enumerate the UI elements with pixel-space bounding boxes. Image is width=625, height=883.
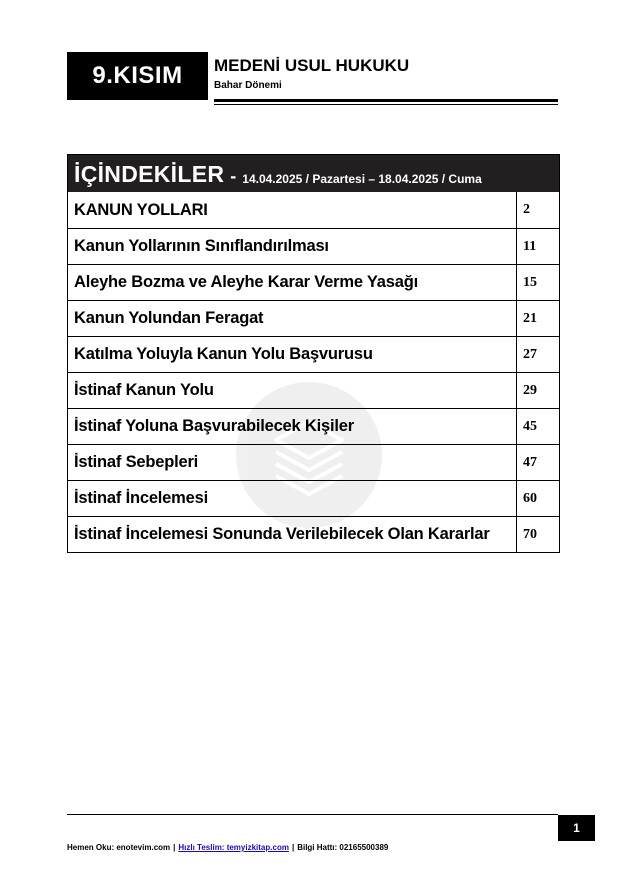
toc-heading-dash: - xyxy=(230,166,237,186)
toc-entry-title: İstinaf Yoluna Başvurabilecek Kişiler xyxy=(68,409,517,444)
toc-heading: İÇİNDEKİLER xyxy=(74,161,225,187)
toc-row[interactable] xyxy=(68,300,559,336)
toc-entry-page: 45 xyxy=(523,418,537,434)
document-subtitle: Bahar Dönemi xyxy=(214,80,282,91)
toc-entry-page: 2 xyxy=(523,202,530,217)
toc-row[interactable] xyxy=(68,408,559,444)
footer-read-text: Hemen Oku: enotevim.com xyxy=(67,843,171,852)
footer-hotline-text: Bilgi Hattı: 02165500389 xyxy=(297,843,389,852)
toc-date-range: 14.04.2025 / Pazartesi – 18.04.2025 / Cuma xyxy=(242,172,482,186)
toc-entry-title: Katılma Yoluyla Kanun Yolu Başvurusu xyxy=(68,337,517,372)
toc-entry-page: 27 xyxy=(523,346,537,362)
toc-entry-page: 47 xyxy=(523,454,537,470)
footer-separator: | xyxy=(291,843,295,852)
toc-row[interactable] xyxy=(68,192,559,228)
footer-delivery-link[interactable]: Hızlı Teslim: temyizkitap.com xyxy=(178,843,289,852)
toc-entry-page: 15 xyxy=(523,274,537,290)
header-rule-thin xyxy=(214,104,558,105)
toc-entry-page: 21 xyxy=(523,310,537,326)
toc-entry-page: 70 xyxy=(523,526,537,542)
toc-entry-title: İstinaf İncelemesi xyxy=(68,481,517,516)
toc-row[interactable] xyxy=(68,228,559,264)
section-badge: 9.KISIM xyxy=(67,52,208,100)
toc-row[interactable] xyxy=(68,480,559,516)
toc-header xyxy=(68,155,559,192)
footer-bar xyxy=(67,843,388,852)
toc-row[interactable] xyxy=(68,516,559,552)
toc-entry-title: İstinaf İncelemesi Sonunda Verilebilecek Olan Kararlar xyxy=(68,517,517,552)
footer-separator: | xyxy=(173,843,176,852)
toc-entry-title: Kanun Yollarının Sınıflandırılması xyxy=(68,229,517,264)
toc-entry-title: İstinaf Kanun Yolu xyxy=(68,373,517,408)
document-title: MEDENİ USUL HUKUKU xyxy=(214,56,410,75)
toc-entry-page: 29 xyxy=(523,382,537,398)
toc-row[interactable] xyxy=(68,336,559,372)
table-of-contents xyxy=(67,154,560,553)
toc-row[interactable] xyxy=(68,264,559,300)
toc-entry-title: İstinaf Sebepleri xyxy=(68,445,517,480)
toc-entry-page: 11 xyxy=(523,238,537,254)
toc-row[interactable] xyxy=(68,372,559,408)
toc-row[interactable] xyxy=(68,444,559,480)
page-number: 1 xyxy=(558,815,595,841)
toc-entry-page: 60 xyxy=(523,490,537,506)
toc-entry-title: KANUN YOLLARI xyxy=(68,192,517,228)
header-rule-thick xyxy=(214,99,558,102)
toc-entry-title: Aleyhe Bozma ve Aleyhe Karar Verme Yasağı xyxy=(68,265,517,300)
footer-rule xyxy=(67,814,558,815)
toc-entry-title: Kanun Yolundan Feragat xyxy=(68,301,517,336)
